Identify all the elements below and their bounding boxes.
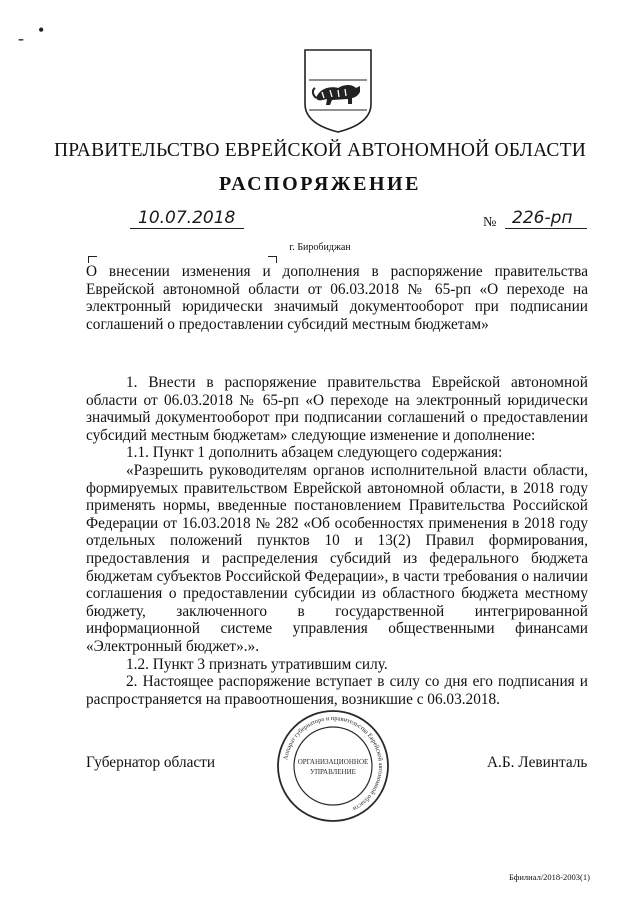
- official-stamp: [275, 708, 391, 824]
- subject-bracket-left: [88, 256, 97, 263]
- stamp-center-line-2: УПРАВЛЕНИЕ: [310, 768, 356, 776]
- city-label: г. Биробиджан: [289, 242, 351, 253]
- signer-title: Губернатор области: [86, 754, 216, 771]
- footer-code: Бфилиал/2018-2003(1): [509, 872, 590, 882]
- document-subject: О внесении изменения и дополнения в распоряжение правительства Еврейской автономной области от 06.03.2018 № 65-рп «О переходе на электронный юридически значимый документооборот при подписании соглашений о предоставлении субсидий местным бюджетам»: [86, 263, 588, 333]
- document-body: [86, 374, 588, 708]
- corner-mark-dot: •: [38, 20, 45, 40]
- coat-of-arms-icon: [302, 48, 374, 134]
- date-underline: [130, 228, 244, 229]
- subject-bracket-right: [268, 256, 277, 263]
- number-prefix: №: [483, 215, 497, 230]
- paragraph-1-1-quote: «Разрешить руководителям органов исполнительной власти области, формируемых правительством Еврейской автономной области, в 2018 году применять нормы, введенные постановлением Правительства Российской Федерации от 16.03.2018 № 282 «Об особенностях применения в 2018 году отдельных положений пунктов 10 и 13(2) Правил формирования, предоставления и распределения субсидий из федерального бюджета бюджетам субъектов Российской Федерации», в части требования о наличии соглашения о предоставлении субсидии из областного бюджета местному бюджету, заключенного в государственной интегрированной информационной системе управления общественными финансами «Электронный бюджет».».: [86, 461, 588, 655]
- stamp-ring-text: Аппарат губернатора и правительства Еврейской автономной области: [282, 714, 385, 813]
- stamp-inner-ring: [294, 727, 372, 805]
- document-type: РАСПОРЯЖЕНИЕ: [219, 173, 421, 195]
- number-underline: [505, 228, 587, 229]
- document-date: 10.07.2018: [138, 208, 236, 228]
- government-title: ПРАВИТЕЛЬСТВО ЕВРЕЙСКОЙ АВТОНОМНОЙ ОБЛАСТИ: [53, 140, 587, 161]
- paragraph-1-2: 1.2. Пункт 3 признать утратившим силу.: [126, 655, 388, 673]
- corner-mark-dash: -: [18, 28, 24, 48]
- stamp-center-line-1: ОРГАНИЗАЦИОННОЕ: [297, 758, 369, 766]
- paragraph-1: 1. Внести в распоряжение правительства Еврейской автономной области от 06.03.2018 № 65-рп «О переходе на электронный юридически значимый документооборот при подписании соглашений о предоставлении субсидий местным бюджетам» следующие изменение и дополнение:: [86, 374, 588, 444]
- paragraph-1-1: 1.1. Пункт 1 дополнить абзацем следующего содержания:: [126, 444, 503, 462]
- signer-name: А.Б. Левинталь: [487, 754, 588, 771]
- document-number: 226-рп: [512, 208, 573, 228]
- paragraph-2: 2. Настоящее распоряжение вступает в силу со дня его подписания и распространяется на правоотношения, возникшие с 06.03.2018.: [86, 673, 588, 708]
